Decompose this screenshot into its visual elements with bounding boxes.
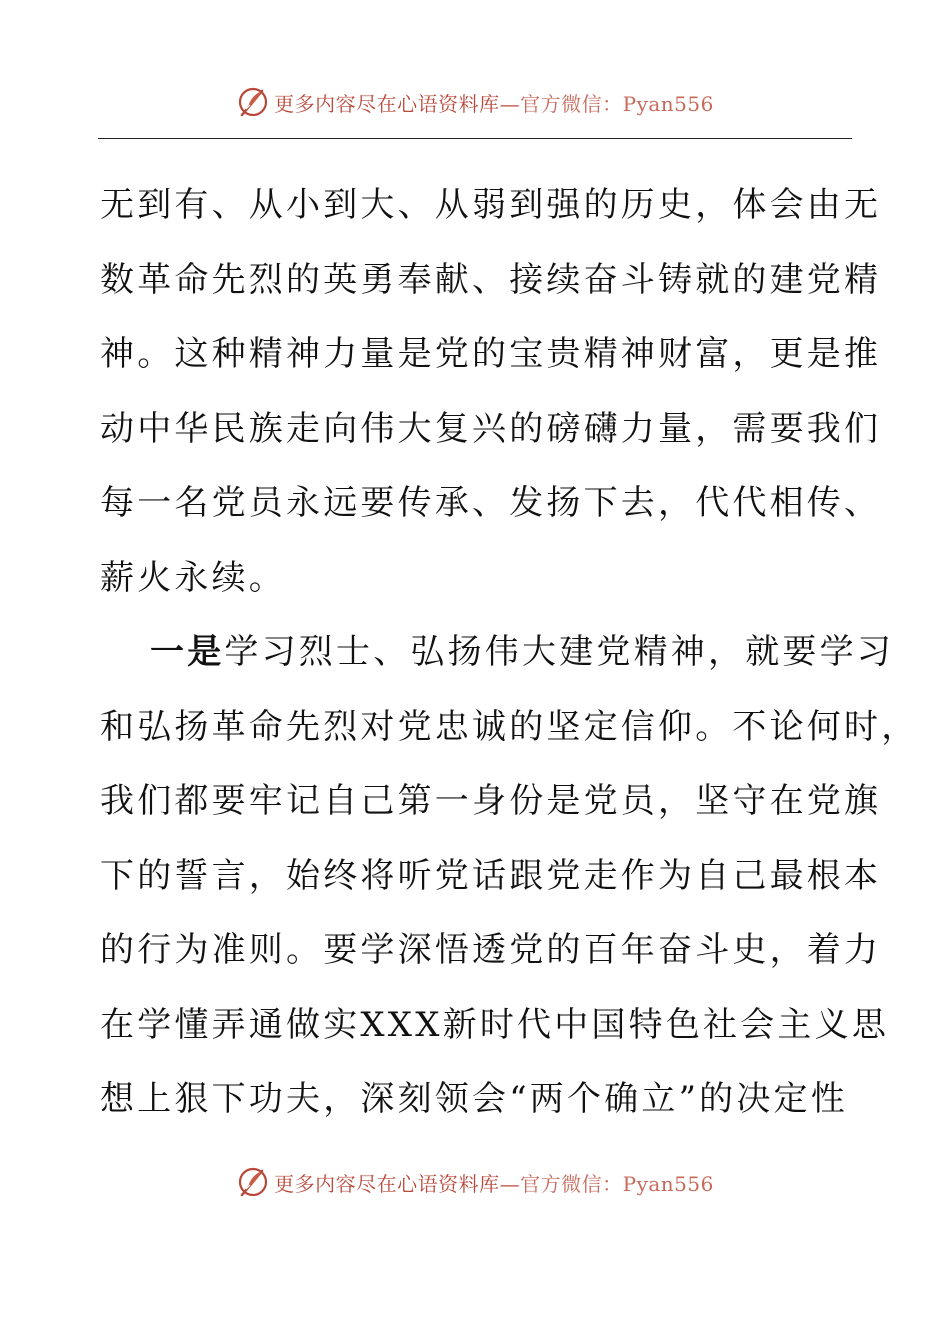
- header-banner-text: [274, 88, 714, 117]
- header-banner: [0, 82, 950, 122]
- text-line: 想上狠下功夫，深刻领会“两个确立”的决定性: [100, 1079, 848, 1119]
- bold-lead: 一是: [150, 632, 225, 672]
- text-line-first: [100, 615, 895, 690]
- paragraph-1: [100, 168, 882, 615]
- header-divider: [98, 138, 852, 139]
- paragraph-2: [100, 615, 919, 1137]
- footer-banner-main: 更多内容尽在心语资料库—: [274, 1171, 521, 1196]
- text-line: 下的誓言，始终将听党话跟党走作为自己最根本: [100, 855, 882, 896]
- text-line: 数革命先烈的英勇奉献、接续奋斗铸就的建党精: [100, 259, 882, 300]
- text-line: 每一名党员永远要传承、发扬下去，代代相传、: [100, 483, 882, 523]
- text-line: 和弘扬革命先烈对党忠诚的坚定信仰。不论何时，: [100, 706, 919, 747]
- header-banner-wechat: 官方微信：Pyan556: [520, 91, 714, 116]
- text-line: 无到有、从小到大、从弱到强的历史，体会由无: [100, 185, 882, 225]
- document-body: [100, 168, 919, 1137]
- text-line: 薪火永续。: [100, 557, 286, 598]
- text-line: 我们都要牢记自己第一身份是党员，坚守在党旗: [100, 781, 882, 821]
- first-line-rest: 学习烈士、弘扬伟大建党精神，就要学习: [224, 632, 895, 672]
- footer-banner-wechat: 官方微信：Pyan556: [520, 1171, 714, 1196]
- quill-pen-logo-icon: [236, 1165, 270, 1199]
- header-banner-main: 更多内容尽在心语资料库—: [274, 91, 521, 116]
- text-line: 神。这种精神力量是党的宝贵精神财富，更是推: [100, 334, 882, 374]
- footer-banner: [0, 1162, 950, 1202]
- text-line: 的行为准则。要学深悟透党的百年奋斗史，着力: [100, 930, 882, 970]
- text-line: 在学懂弄通做实XXX新时代中国特色社会主义思: [100, 1004, 890, 1045]
- quill-pen-logo-icon: [236, 85, 270, 119]
- text-line: 动中华民族走向伟大复兴的磅礴力量，需要我们: [100, 408, 882, 449]
- footer-banner-text: [274, 1168, 714, 1197]
